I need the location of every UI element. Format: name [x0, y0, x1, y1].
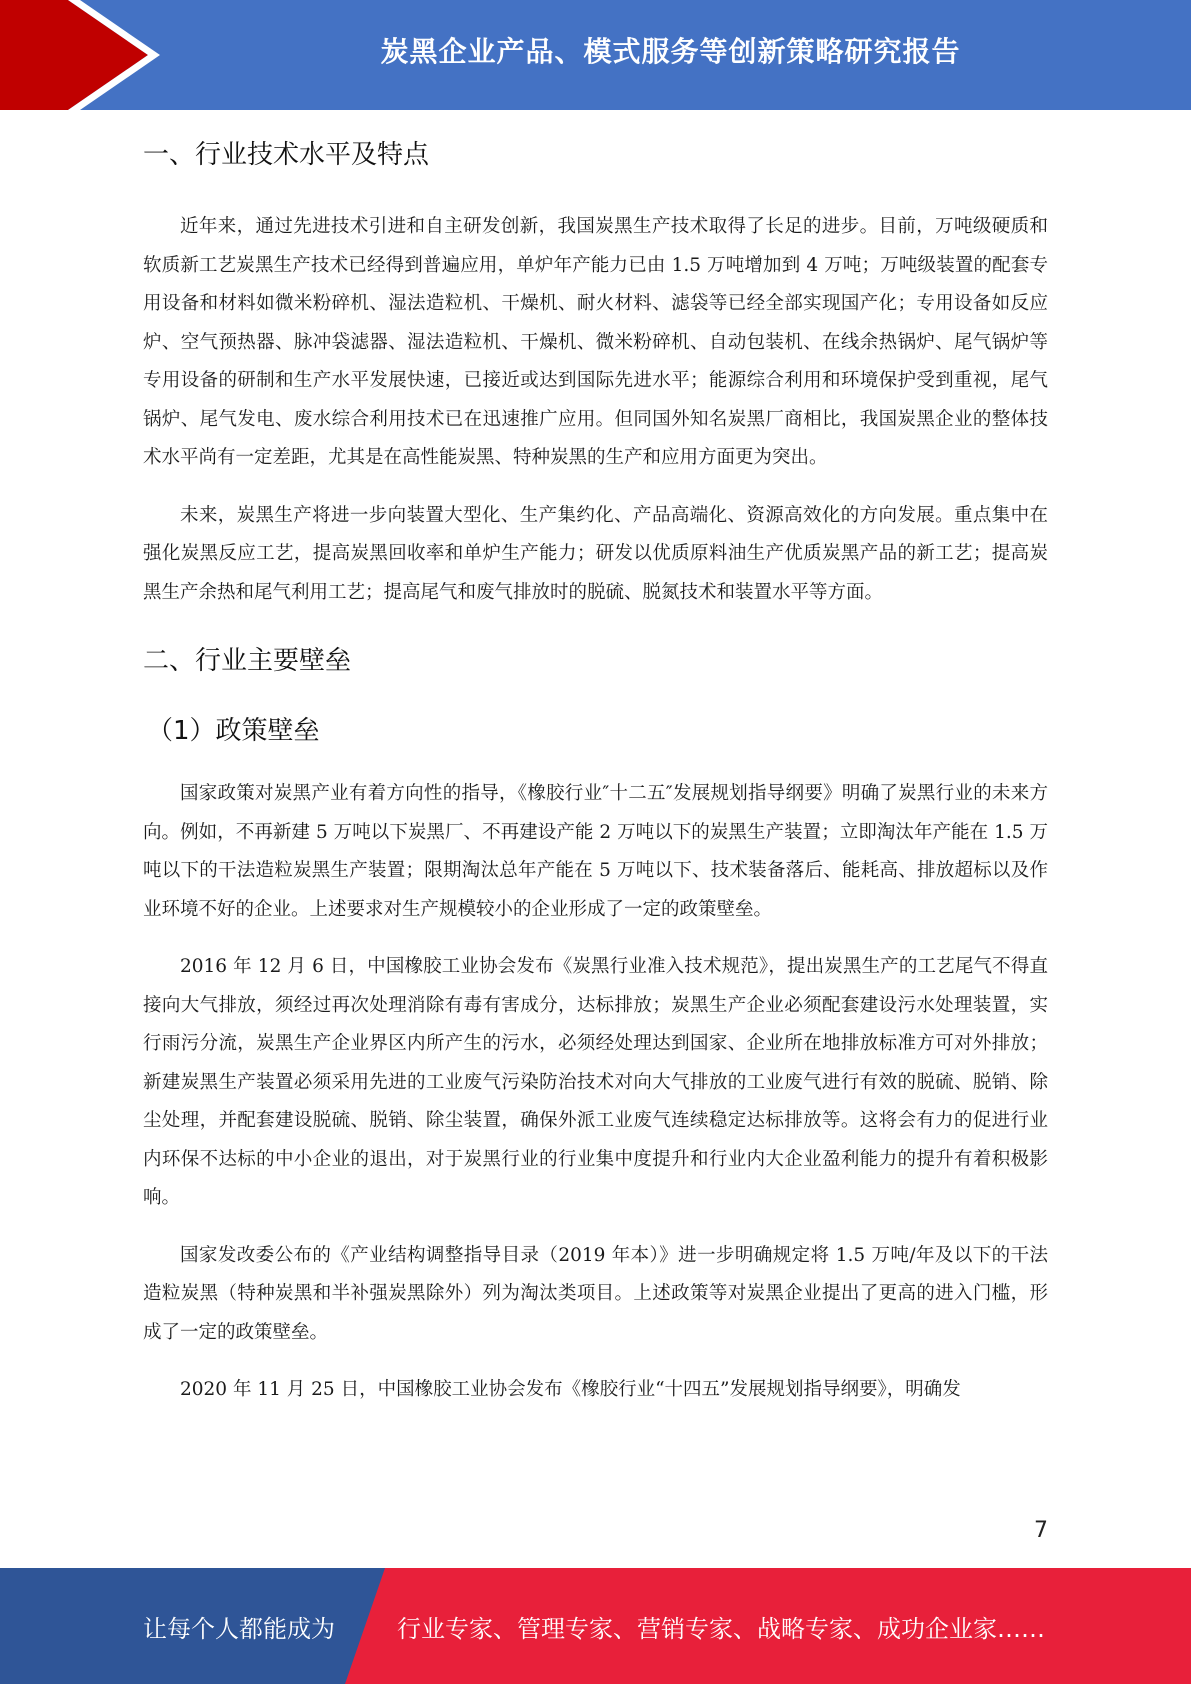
document-body: [143, 122, 1048, 1410]
report-title: 炭黑企业产品、模式服务等创新策略研究报告: [380, 35, 961, 68]
page-number: 7: [1034, 1518, 1048, 1543]
footer-slogan-right: 行业专家、管理专家、营销专家、战略专家、成功企业家……: [397, 1614, 1045, 1643]
section-heading-2: 二、行业主要壁垒: [143, 646, 352, 676]
paragraph: 2016 年 12 月 6 日，中国橡胶工业协会发布《炭黑行业准入技术规范》，提出炭黑生产的工艺尾气不得直接向大气排放，须经过再次处理消除有毒有害成分，达标排放；炭黑生产企业必须配套建设污水处理装置，实行雨污分流，炭黑生产企业界区内所产生的污水，必须经处理达到国家、企业所在地排放标准方可对外排放；新建炭黑生产装置必须采用先进的工业废气污染防治技术对向大气排放的工业废气进行有效的脱硫、脱销、除尘处理，并配套建设脱硫、脱销、除尘装置，确保外派工业废气连续稳定达标排放等。这将会有力的促进行业内环保不达标的中小企业的退出，对于炭黑行业的行业集中度提升和行业内大企业盈利能力的提升有着积极影响。: [143, 956, 1048, 1208]
page-footer: [0, 1568, 1191, 1684]
paragraph: 未来，炭黑生产将进一步向装置大型化、生产集约化、产品高端化、资源高效化的方向发展。重点集中在强化炭黑反应工艺，提高炭黑回收率和单炉生产能力；研发以优质原料油生产优质炭黑产品的新工艺；提高炭黑生产余热和尾气利用工艺；提高尾气和废气排放时的脱硫、脱氮技术和装置水平等方面。: [143, 504, 1048, 603]
section-heading-1: 一、行业技术水平及特点: [143, 140, 430, 170]
footer-slogan-left: 让每个人都能成为: [143, 1614, 335, 1643]
paragraph: 2020 年 11 月 25 日，中国橡胶工业协会发布《橡胶行业“十四五”发展规划指导纲要》，明确发: [180, 1379, 961, 1400]
page-header: [0, 0, 1191, 110]
paragraph: 近年来，通过先进技术引进和自主研发创新，我国炭黑生产技术取得了长足的进步。目前，万吨级硬质和软质新工艺炭黑生产技术已经得到普遍应用，单炉年产能力已由 1.5 万吨增加到 4 万吨；万吨级装置的配套专用设备和材料如微米粉碎机、湿法造粒机、干燥机、耐火材料、滤袋等已经全部实现国产化；专用设备如反应炉、空气预热器、脉冲袋滤器、湿法造粒机、干燥机、微米粉碎机、自动包装机、在线余热锅炉、尾气锅炉等专用设备的研制和生产水平发展快速，已接近或达到国际先进水平；能源综合利用和环境保护受到重视，尾气锅炉、尾气发电、废水综合利用技术已在迅速推广应用。但同国外知名炭黑厂商相比，我国炭黑企业的整体技术水平尚有一定差距，尤其是在高性能炭黑、特种炭黑的生产和应用方面更为突出。: [143, 216, 1048, 468]
paragraph: 国家发改委公布的《产业结构调整指导目录（2019 年本）》进一步明确规定将 1.5 万吨/年及以下的干法造粒炭黑（特种炭黑和半补强炭黑除外）列为淘汰类项目。上述政策等对炭黑企业提出了更高的进入门槛，形成了一定的政策壁垒。: [143, 1244, 1048, 1343]
subsection-heading-policy: （1）政策壁垒: [147, 716, 320, 746]
paragraph: 国家政策对炭黑产业有着方向性的指导，《橡胶行业″十二五″发展规划指导纲要》明确了炭黑行业的未来方向。例如，不再新建 5 万吨以下炭黑厂、不再建设产能 2 万吨以下的炭黑生产装置；立即淘汰年产能在 1.5 万吨以下的干法造粒炭黑生产装置；限期淘汰总年产能在 5 万吨以下、技术装备落后、能耗高、排放超标以及作业环境不好的企业。上述要求对生产规模较小的企业形成了一定的政策壁垒。: [143, 783, 1048, 920]
